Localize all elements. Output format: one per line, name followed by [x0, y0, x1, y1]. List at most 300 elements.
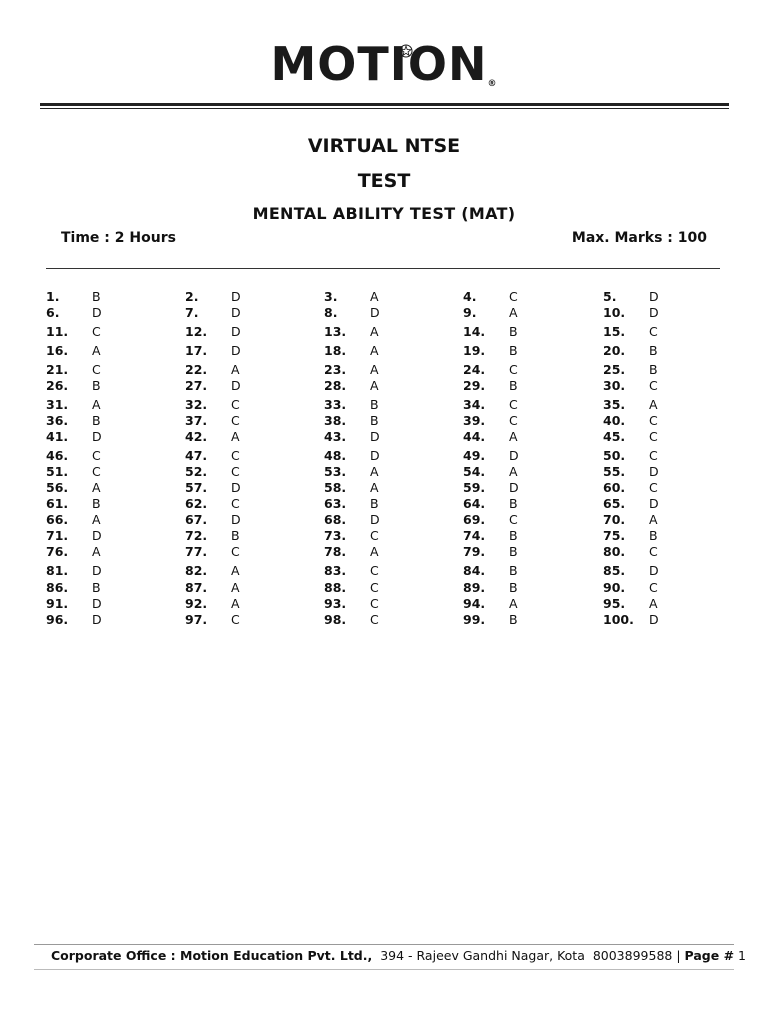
answer-item — [46, 480, 101, 495]
answer-option: D — [92, 563, 102, 578]
answer-option: B — [92, 289, 101, 304]
answer-item — [463, 362, 518, 377]
answer-item — [603, 413, 658, 428]
answer-item — [324, 544, 379, 559]
question-number: 51. — [46, 464, 69, 479]
question-number: 84. — [463, 563, 486, 578]
answer-item — [463, 448, 519, 463]
answer-item — [603, 343, 658, 358]
answer-option: C — [92, 448, 101, 463]
answer-option: A — [649, 596, 658, 611]
max-marks-label: Max. Marks : 100 — [571, 230, 707, 246]
answer-item — [324, 343, 379, 358]
question-number: 13. — [324, 324, 347, 339]
answer-item — [324, 378, 379, 393]
question-number: 68. — [324, 512, 347, 527]
question-number: 4. — [463, 289, 477, 304]
answer-option: D — [92, 305, 102, 320]
question-number: 12. — [185, 324, 208, 339]
answer-item — [463, 464, 518, 479]
answer-item — [603, 305, 659, 320]
answer-item — [46, 397, 101, 412]
header-rule-thin — [40, 108, 729, 109]
answer-item — [463, 580, 518, 595]
answer-item — [603, 612, 659, 627]
answer-item — [463, 528, 518, 543]
answer-option: B — [509, 343, 518, 358]
answer-item — [185, 496, 240, 511]
answer-option: D — [92, 596, 102, 611]
answer-option: C — [509, 362, 518, 377]
question-number: 9. — [463, 305, 477, 320]
answer-option: C — [231, 448, 240, 463]
answer-option: A — [231, 563, 240, 578]
question-number: 46. — [46, 448, 69, 463]
answer-item — [185, 324, 241, 339]
time-label: Time : 2 Hours — [61, 230, 176, 246]
answer-item — [603, 480, 658, 495]
question-number: 82. — [185, 563, 208, 578]
logo-text: MOTION — [270, 37, 488, 91]
question-number: 59. — [463, 480, 486, 495]
question-number: 10. — [603, 305, 626, 320]
answer-item — [324, 305, 380, 320]
answer-option: A — [231, 362, 240, 377]
answer-option: C — [92, 324, 101, 339]
answer-item — [46, 448, 101, 463]
answer-option: B — [509, 544, 518, 559]
footer — [51, 948, 746, 963]
answer-item — [185, 580, 240, 595]
answer-option: C — [649, 378, 658, 393]
question-number: 35. — [603, 397, 626, 412]
question-number: 19. — [463, 343, 486, 358]
question-number: 99. — [463, 612, 486, 627]
answer-option: C — [370, 580, 379, 595]
answer-item — [324, 512, 380, 527]
answer-item — [324, 496, 379, 511]
question-number: 36. — [46, 413, 69, 428]
question-number: 83. — [324, 563, 347, 578]
question-number: 80. — [603, 544, 626, 559]
answer-item — [46, 528, 102, 543]
answer-option: C — [509, 289, 518, 304]
question-number: 6. — [46, 305, 60, 320]
answer-option: A — [92, 397, 101, 412]
title-virtual-ntse: VIRTUAL NTSE — [307, 135, 461, 157]
answer-option: B — [509, 528, 518, 543]
question-number: 28. — [324, 378, 347, 393]
answer-option: C — [649, 324, 658, 339]
question-number: 38. — [324, 413, 347, 428]
answer-item — [185, 596, 240, 611]
answer-item — [185, 512, 241, 527]
answer-item — [324, 464, 379, 479]
answer-option: C — [370, 596, 379, 611]
question-number: 17. — [185, 343, 208, 358]
answer-item — [185, 362, 240, 377]
answer-item — [46, 464, 101, 479]
answer-option: A — [509, 305, 518, 320]
answer-item — [603, 528, 658, 543]
question-number: 29. — [463, 378, 486, 393]
question-number: 3. — [324, 289, 338, 304]
answer-item — [603, 289, 659, 304]
answer-option: B — [370, 397, 379, 412]
question-number: 47. — [185, 448, 208, 463]
answer-item — [463, 544, 518, 559]
answer-item — [46, 544, 101, 559]
answer-option: C — [92, 362, 101, 377]
question-number: 27. — [185, 378, 208, 393]
question-number: 54. — [463, 464, 486, 479]
answer-option: C — [231, 544, 240, 559]
question-number: 48. — [324, 448, 347, 463]
question-number: 65. — [603, 496, 626, 511]
answer-option: B — [92, 413, 101, 428]
answer-item — [46, 596, 102, 611]
brand-logo — [0, 36, 768, 92]
question-number: 55. — [603, 464, 626, 479]
answer-item — [185, 378, 241, 393]
answer-item — [324, 397, 379, 412]
answer-item — [603, 378, 658, 393]
answer-option: B — [649, 528, 658, 543]
question-number: 78. — [324, 544, 347, 559]
answer-option: D — [649, 305, 659, 320]
question-number: 69. — [463, 512, 486, 527]
question-number: 11. — [46, 324, 69, 339]
answer-item — [324, 429, 380, 444]
question-number: 2. — [185, 289, 199, 304]
answer-item — [603, 397, 658, 412]
answer-option: A — [509, 596, 518, 611]
question-number: 63. — [324, 496, 347, 511]
answer-option: A — [92, 544, 101, 559]
title-test: TEST — [357, 170, 411, 192]
question-number: 8. — [324, 305, 338, 320]
footer-page-label: Page # — [684, 948, 735, 963]
question-number: 74. — [463, 528, 486, 543]
footer-separator: | — [676, 948, 681, 963]
answer-option: B — [92, 378, 101, 393]
answer-item — [46, 580, 101, 595]
answer-item — [185, 343, 241, 358]
answer-item — [324, 324, 379, 339]
answer-item — [603, 512, 658, 527]
question-number: 71. — [46, 528, 69, 543]
answer-option: C — [92, 464, 101, 479]
answer-item — [324, 448, 380, 463]
answer-option: D — [231, 480, 241, 495]
answer-option: B — [509, 496, 518, 511]
answer-option: D — [509, 480, 519, 495]
answer-item — [46, 343, 101, 358]
question-number: 100. — [603, 612, 634, 627]
question-number: 32. — [185, 397, 208, 412]
answer-option: B — [509, 612, 518, 627]
answer-option: C — [231, 496, 240, 511]
answer-option: D — [649, 464, 659, 479]
question-number: 75. — [603, 528, 626, 543]
answer-item — [324, 528, 379, 543]
answer-item — [324, 596, 379, 611]
question-number: 88. — [324, 580, 347, 595]
answer-option: A — [370, 378, 379, 393]
answer-item — [46, 563, 102, 578]
answer-option: A — [649, 397, 658, 412]
answer-option: D — [92, 528, 102, 543]
answer-option: A — [370, 289, 379, 304]
answer-option: B — [649, 362, 658, 377]
answer-option: D — [231, 289, 241, 304]
question-number: 98. — [324, 612, 347, 627]
answer-item — [46, 289, 101, 304]
question-number: 70. — [603, 512, 626, 527]
answer-item — [185, 480, 241, 495]
answer-option: D — [649, 563, 659, 578]
answer-option: D — [231, 343, 241, 358]
answer-option: D — [231, 378, 241, 393]
question-number: 57. — [185, 480, 208, 495]
question-number: 97. — [185, 612, 208, 627]
question-number: 61. — [46, 496, 69, 511]
question-number: 31. — [46, 397, 69, 412]
answer-item — [463, 413, 518, 428]
answer-option: B — [92, 580, 101, 595]
question-number: 77. — [185, 544, 208, 559]
question-number: 22. — [185, 362, 208, 377]
question-number: 53. — [324, 464, 347, 479]
answer-option: A — [92, 480, 101, 495]
answer-option: A — [231, 596, 240, 611]
question-number: 79. — [463, 544, 486, 559]
answer-item — [463, 305, 518, 320]
question-number: 67. — [185, 512, 208, 527]
footer-page-number: 1 — [738, 948, 746, 963]
footer-phone: 8003899588 — [592, 948, 673, 963]
answer-item — [603, 324, 658, 339]
answer-item — [603, 596, 658, 611]
question-number: 90. — [603, 580, 626, 595]
question-number: 52. — [185, 464, 208, 479]
question-number: 7. — [185, 305, 199, 320]
answer-option: C — [509, 512, 518, 527]
question-number: 41. — [46, 429, 69, 444]
answer-option: C — [649, 448, 658, 463]
question-number: 45. — [603, 429, 626, 444]
answer-item — [324, 580, 379, 595]
question-number: 34. — [463, 397, 486, 412]
question-number: 64. — [463, 496, 486, 511]
answer-option: A — [370, 362, 379, 377]
answer-option: D — [92, 429, 102, 444]
answer-option: C — [509, 397, 518, 412]
footer-rule-bottom — [34, 969, 734, 970]
answer-option: B — [649, 343, 658, 358]
question-number: 66. — [46, 512, 69, 527]
answer-item — [463, 596, 518, 611]
answer-item — [603, 362, 658, 377]
answer-item — [185, 464, 240, 479]
question-number: 23. — [324, 362, 347, 377]
answer-option: B — [509, 324, 518, 339]
question-number: 86. — [46, 580, 69, 595]
answer-option: B — [92, 496, 101, 511]
answer-option: B — [231, 528, 240, 543]
answer-item — [463, 563, 518, 578]
question-number: 40. — [603, 413, 626, 428]
answer-item — [463, 512, 518, 527]
answer-option: D — [231, 324, 241, 339]
answer-option: A — [370, 480, 379, 495]
answer-option: D — [370, 429, 380, 444]
answer-option: D — [509, 448, 519, 463]
answer-item — [463, 324, 518, 339]
footer-office: Corporate Office : Motion Education Pvt. Ltd., — [51, 948, 373, 963]
answer-option: D — [370, 305, 380, 320]
answer-item — [46, 413, 101, 428]
answer-option: C — [649, 580, 658, 595]
question-number: 60. — [603, 480, 626, 495]
answer-item — [603, 580, 658, 595]
answer-option: D — [92, 612, 102, 627]
answer-item — [185, 429, 240, 444]
answer-option: A — [509, 429, 518, 444]
question-number: 25. — [603, 362, 626, 377]
answer-item — [463, 496, 518, 511]
answer-item — [185, 448, 240, 463]
answer-item — [46, 496, 101, 511]
footer-address: 394 - Rajeev Gandhi Nagar, Kota — [380, 948, 585, 963]
answer-item — [185, 305, 241, 320]
answer-item — [463, 612, 518, 627]
question-number: 43. — [324, 429, 347, 444]
question-number: 50. — [603, 448, 626, 463]
question-number: 16. — [46, 343, 69, 358]
answer-item — [324, 563, 379, 578]
answer-option: D — [649, 612, 659, 627]
answer-option: A — [370, 544, 379, 559]
question-number: 92. — [185, 596, 208, 611]
answer-item — [603, 464, 659, 479]
answer-option: D — [370, 448, 380, 463]
question-number: 81. — [46, 563, 69, 578]
question-number: 89. — [463, 580, 486, 595]
answer-item — [463, 289, 518, 304]
answer-item — [185, 544, 240, 559]
title-mat: MENTAL ABILITY TEST (MAT) — [252, 204, 516, 223]
answer-option: D — [649, 289, 659, 304]
answer-option: D — [370, 512, 380, 527]
answer-option: C — [370, 612, 379, 627]
question-number: 30. — [603, 378, 626, 393]
question-number: 91. — [46, 596, 69, 611]
answer-item — [185, 397, 240, 412]
question-number: 42. — [185, 429, 208, 444]
header-rule-thick — [40, 103, 729, 106]
answer-option: C — [649, 413, 658, 428]
question-number: 1. — [46, 289, 60, 304]
answer-option: C — [649, 429, 658, 444]
question-number: 56. — [46, 480, 69, 495]
answer-item — [603, 448, 658, 463]
answer-option: C — [649, 544, 658, 559]
answer-item — [185, 563, 240, 578]
question-number: 15. — [603, 324, 626, 339]
answer-option: D — [649, 496, 659, 511]
answer-option: A — [231, 429, 240, 444]
answer-option: A — [231, 580, 240, 595]
question-number: 95. — [603, 596, 626, 611]
answer-item — [324, 413, 379, 428]
answer-item — [603, 429, 658, 444]
question-number: 93. — [324, 596, 347, 611]
answer-option: B — [509, 580, 518, 595]
answer-item — [463, 397, 518, 412]
question-number: 94. — [463, 596, 486, 611]
answer-option: A — [370, 343, 379, 358]
answer-item — [324, 362, 379, 377]
answer-item — [185, 413, 240, 428]
question-number: 21. — [46, 362, 69, 377]
answer-option: B — [370, 496, 379, 511]
answer-option: D — [231, 512, 241, 527]
answer-item — [46, 429, 102, 444]
answer-item — [46, 512, 101, 527]
question-number: 20. — [603, 343, 626, 358]
answer-option: A — [370, 464, 379, 479]
question-number: 76. — [46, 544, 69, 559]
answer-item — [46, 362, 101, 377]
answer-option: C — [509, 413, 518, 428]
answer-item — [46, 305, 102, 320]
question-number: 85. — [603, 563, 626, 578]
question-number: 58. — [324, 480, 347, 495]
answer-item — [463, 480, 519, 495]
answer-item — [324, 289, 379, 304]
footer-rule-top — [34, 944, 734, 945]
answer-option: A — [649, 512, 658, 527]
answer-option: A — [92, 343, 101, 358]
answer-item — [185, 612, 240, 627]
answer-item — [46, 612, 102, 627]
question-number: 14. — [463, 324, 486, 339]
question-number: 37. — [185, 413, 208, 428]
answer-item — [46, 324, 101, 339]
answer-item — [463, 343, 518, 358]
answer-option: C — [231, 464, 240, 479]
question-number: 72. — [185, 528, 208, 543]
answer-item — [185, 528, 240, 543]
question-number: 5. — [603, 289, 617, 304]
answer-option: C — [649, 480, 658, 495]
answer-item — [324, 480, 379, 495]
answer-option: A — [509, 464, 518, 479]
question-number: 44. — [463, 429, 486, 444]
question-number: 62. — [185, 496, 208, 511]
answer-option: C — [370, 528, 379, 543]
answer-option: A — [92, 512, 101, 527]
section-divider — [46, 268, 720, 269]
answer-option: B — [370, 413, 379, 428]
question-number: 26. — [46, 378, 69, 393]
answer-option: C — [231, 397, 240, 412]
question-number: 24. — [463, 362, 486, 377]
logo-star-icon — [399, 44, 413, 58]
answer-item — [324, 612, 379, 627]
question-number: 87. — [185, 580, 208, 595]
